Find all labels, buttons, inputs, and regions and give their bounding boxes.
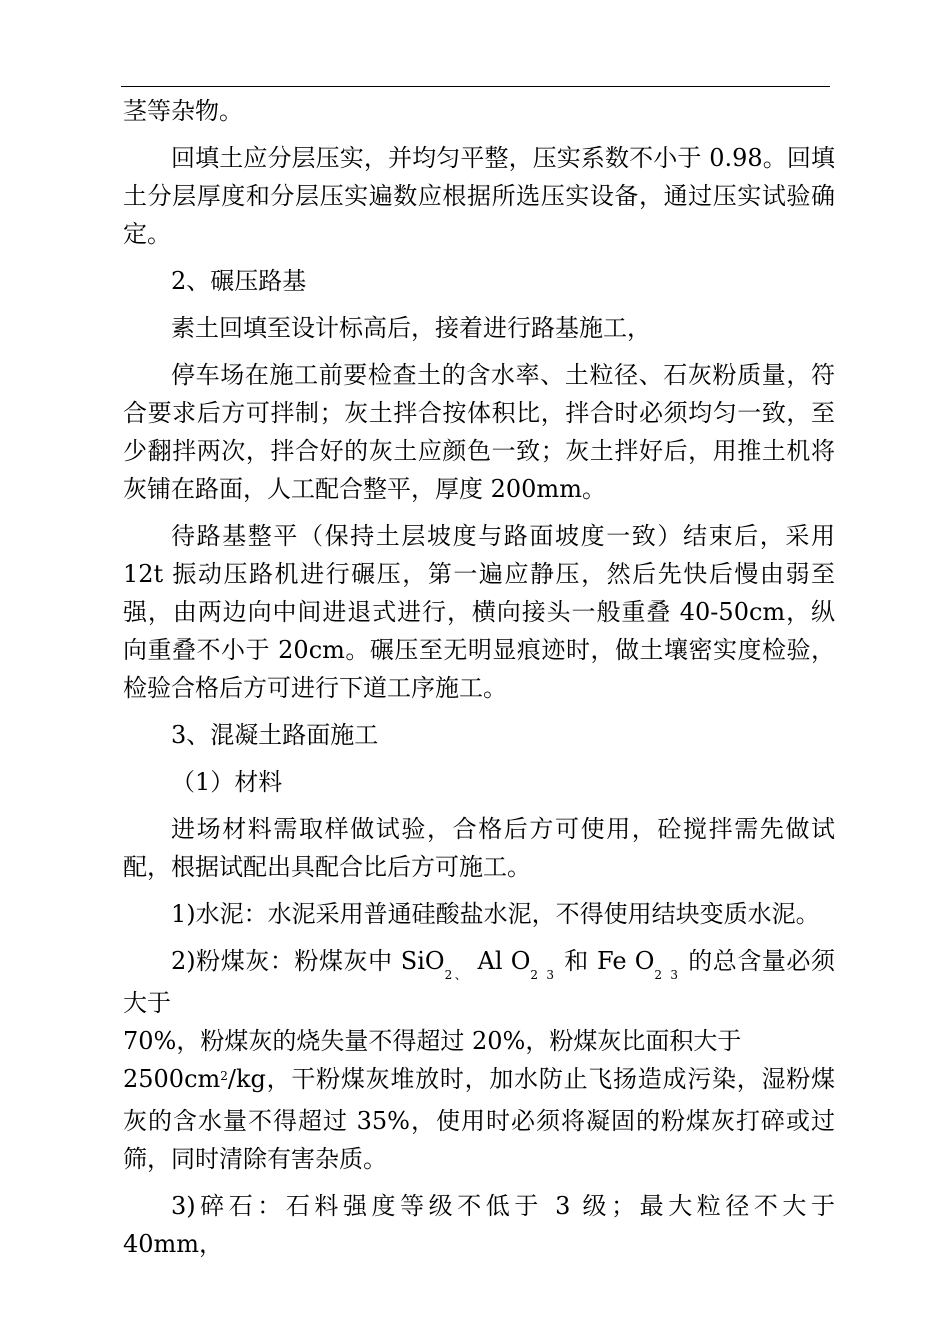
flyash-sub-1: 2、: [444, 968, 470, 982]
paragraph-flyash: [123, 942, 835, 1178]
header-rule: [121, 86, 830, 87]
flyash-text-1: 2)粉煤灰：粉煤灰中 SiO: [171, 947, 445, 975]
document-body: [123, 92, 835, 1272]
paragraph-gravel: 3)碎石：石料强度等级不低于 3 级；最大粒径不大于 40mm，: [123, 1192, 835, 1258]
flyash-sub-2: 2 3: [530, 968, 557, 982]
flyash-text-3: 和 Fe O: [556, 947, 655, 975]
flyash-text-7: /kg，干粉煤灰堆放时，加水防止飞扬造成污染，湿粉煤灰的含水量不得超过 35%，使用时必须将凝固的粉煤灰打碎或过筛，同时清除有害杂质。: [123, 1065, 835, 1173]
paragraph-2: 回填土应分层压实，并均匀平整，压实系数不小于 0.98。回填土分层厚度和分层压实遍数应根据所选压实设备，通过压实试验确定。: [123, 144, 835, 248]
flyash-text-2: Al O: [469, 947, 531, 975]
heading-concrete: 3、混凝土路面施工: [171, 721, 379, 749]
paragraph-3: 素土回填至设计标高后，接着进行路基施工，: [171, 314, 651, 342]
paragraph-5: 待路基整平（保持土层坡度与路面坡度一致）结束后，采用 12t 振动压路机进行碾压，第一遍应静压，然后先快后慢由弱至强，由两边向中间进退式进行，横向接头一般重叠 40-50cm，纵向重叠不小于 20cm。碾压至无明显痕迹时，做土壤密实度检验，检验合格后方可进行下道工序施工。: [123, 522, 835, 702]
flyash-text-5: 70%，粉煤灰的烧失量不得超过 20%，粉煤灰比面积大于: [123, 1027, 742, 1055]
flyash-sub-3: 2 3: [654, 968, 681, 982]
heading-materials: （1）材料: [171, 768, 283, 796]
heading-road-base: 2、碾压路基: [171, 267, 307, 295]
paragraph-6: 进场材料需取样做试验，合格后方可使用，砼搅拌需先做试配，根据试配出具配合比后方可施工。: [123, 815, 835, 881]
flyash-sup: 2: [220, 1069, 228, 1083]
paragraph-cement: 1)水泥：水泥采用普通硅酸盐水泥，不得使用结块变质水泥。: [171, 900, 820, 928]
flyash-text-6: 2500cm: [123, 1065, 221, 1093]
paragraph-1: 茎等杂物。: [123, 97, 243, 125]
flyash-text-4: 的总含量必须大于: [123, 947, 835, 1017]
paragraph-4: 停车场在施工前要检查土的含水率、土粒径、石灰粉质量，符合要求后方可拌制；灰土拌合按体积比，拌合时必须均匀一致，至少翻拌两次，拌合好的灰土应颜色一致；灰土拌好后，用推土机将灰铺在路面，人工配合整平，厚度 200mm。: [123, 361, 835, 503]
